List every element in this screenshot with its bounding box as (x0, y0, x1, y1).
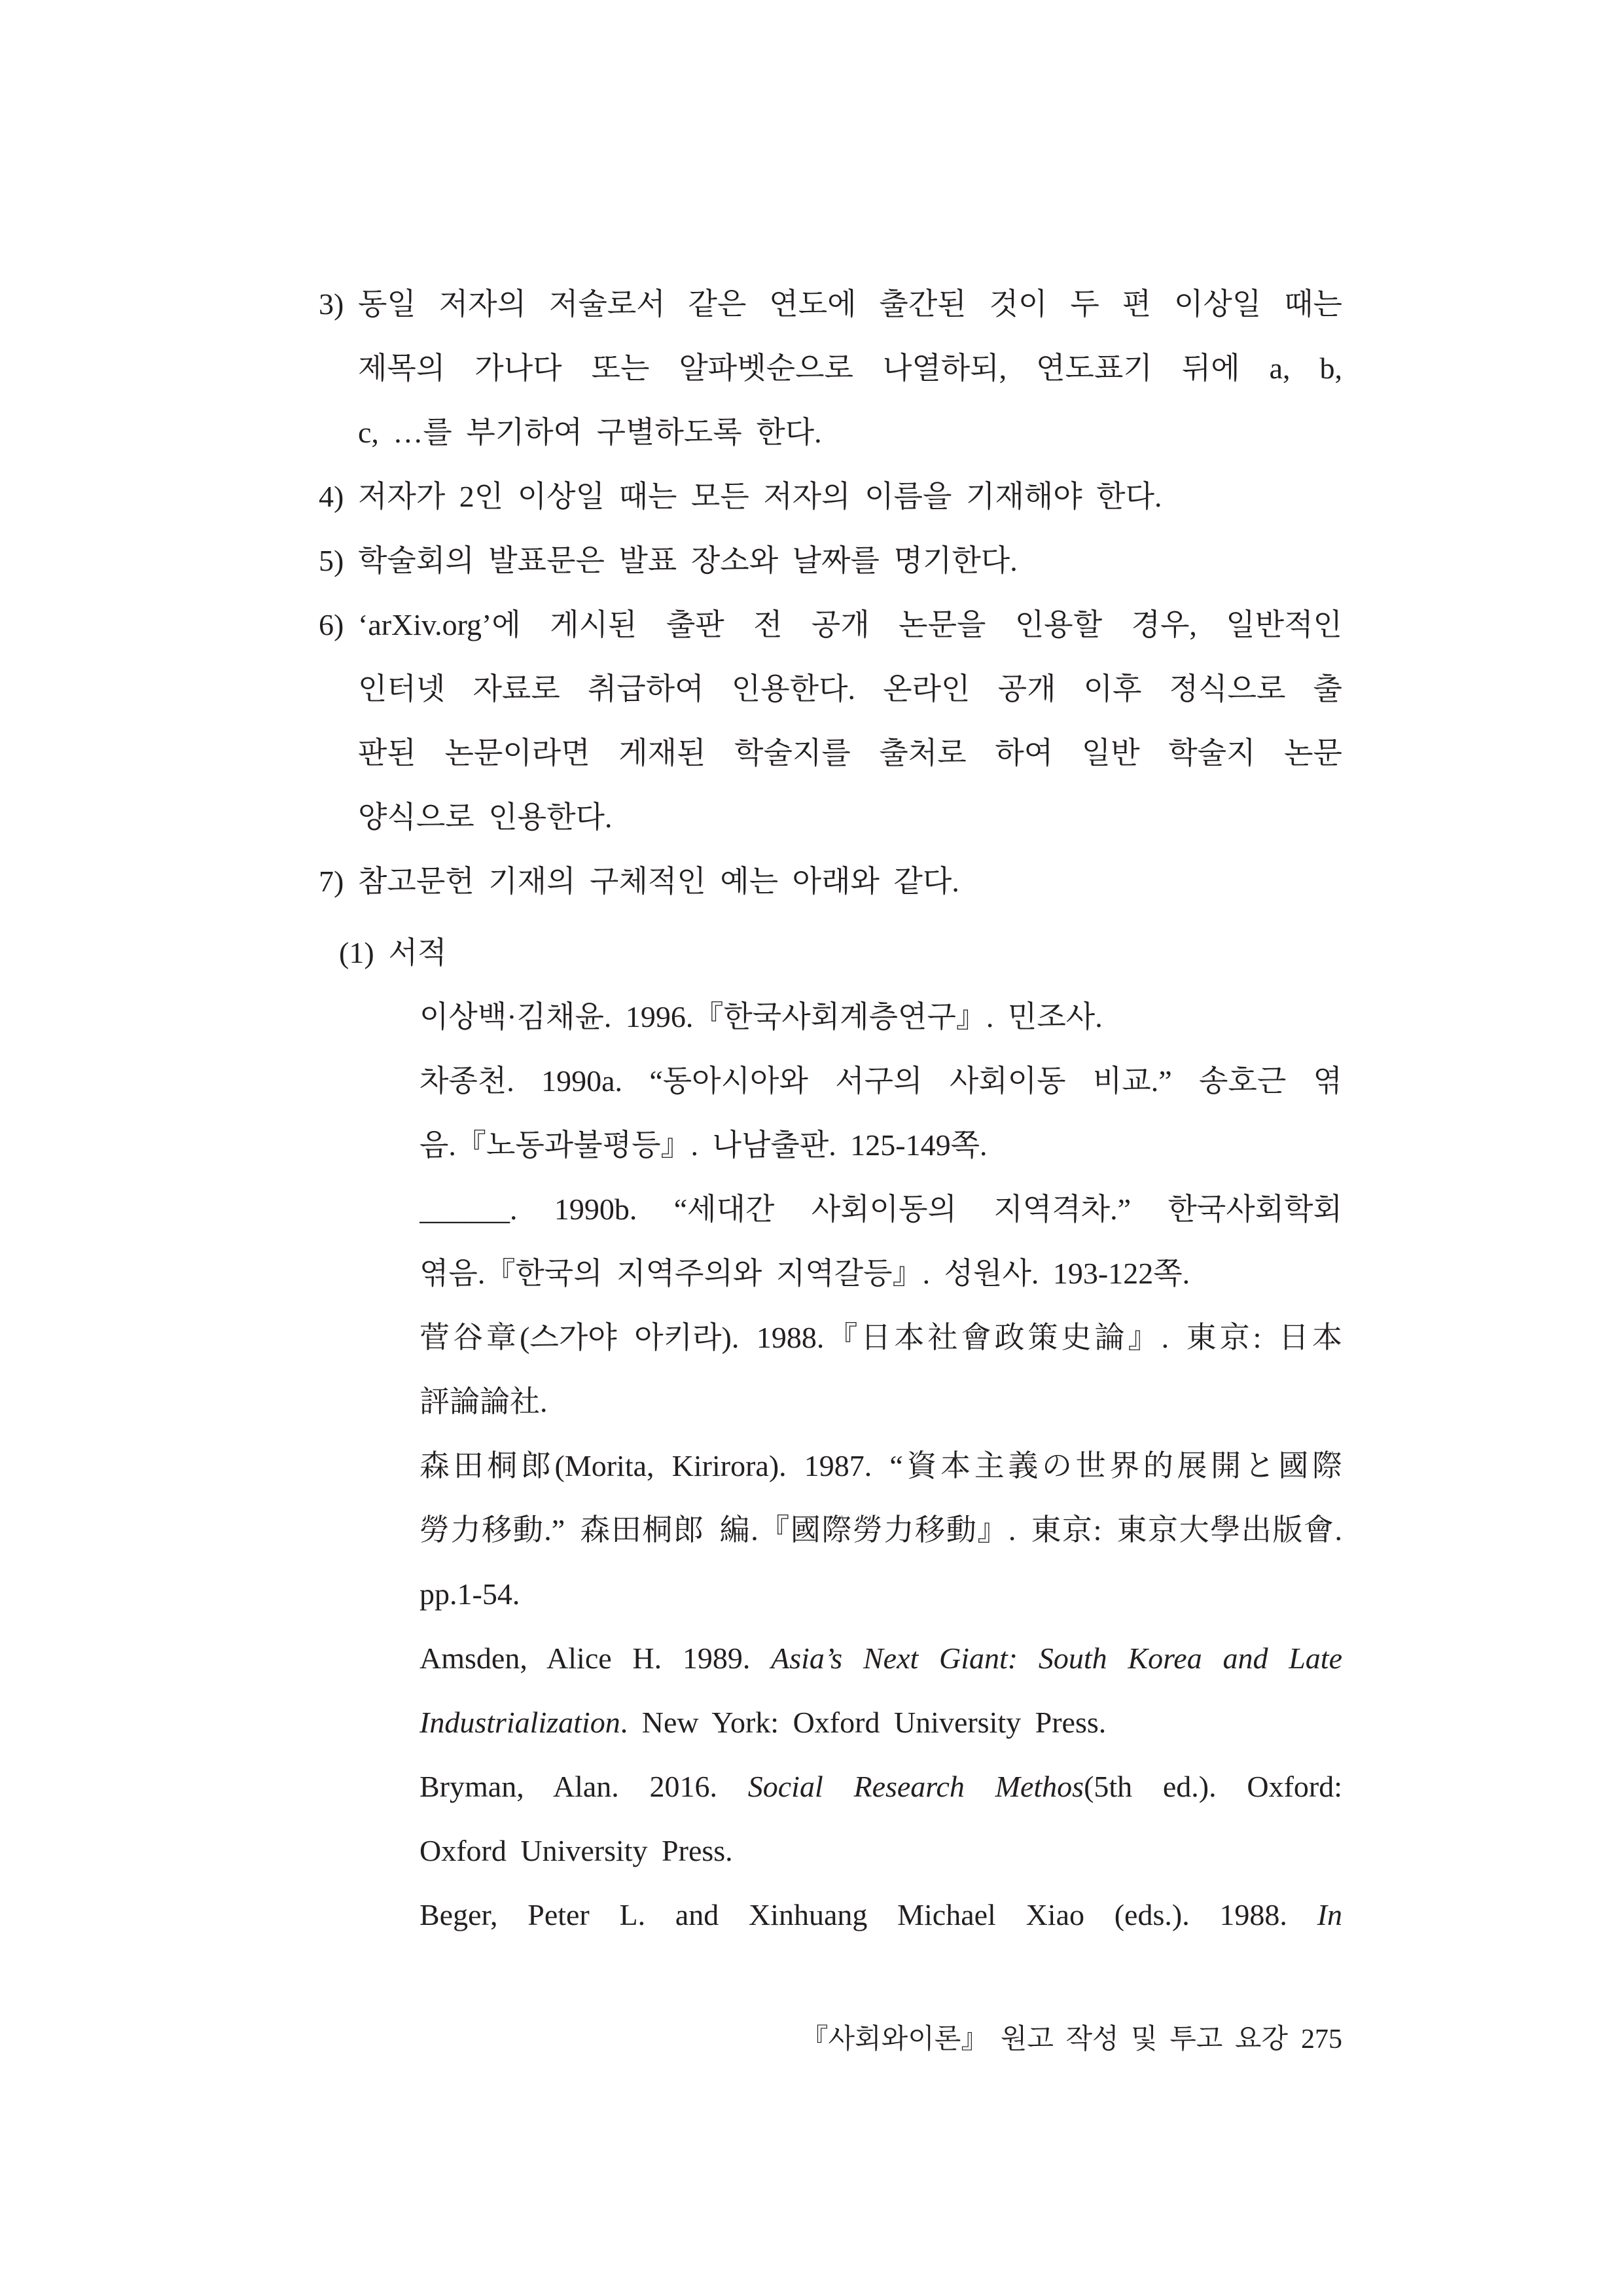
section-number: (1) (339, 936, 374, 969)
reference-title-italic: Asia’s Next Giant: South Korea and Late (771, 1641, 1342, 1675)
reference-text: 이상백·김채윤. 1996.『한국사회계층연구』. 민조사. (419, 1000, 1103, 1033)
reference-text: 勞力移動.” 森田桐郎 編.『國際勞力移動』. 東京: 東京大學出版會. (419, 1513, 1342, 1547)
reference-text: 菅谷章(스가야 아키라). 1988.『日本社會政策史論』. 東京: 日本 (419, 1321, 1342, 1354)
rule-text: 학술회의 발표문은 발표 장소와 날짜를 명기한다. (358, 544, 1018, 577)
reference-text: 評論論社. (419, 1385, 548, 1418)
rule-text: 저자가 2인 이상일 때는 모든 저자의 이름을 기재해야 한다. (358, 480, 1162, 513)
rule-text: ‘arXiv.org’에 게시된 출판 전 공개 논문을 인용할 경우, 일반적인 (358, 608, 1342, 641)
section-heading (339, 921, 1342, 985)
rule-item-5 (319, 529, 1342, 593)
rule-number: 5) (319, 544, 344, 577)
rule-text: 제목의 가나다 또는 알파벳순으로 나열하되, 연도표기 뒤에 a, b, (358, 351, 1342, 385)
reference-text: 음.『노동과불평등』. 나남출판. 125-149쪽. (419, 1128, 988, 1162)
rule-text: 참고문헌 기재의 구체적인 예는 아래와 같다. (358, 865, 959, 898)
reference-line (419, 1370, 1342, 1434)
reference-text: (5th ed.). Oxford: (1084, 1770, 1342, 1803)
reference-line (419, 1113, 1342, 1177)
reference-title-italic: Industrialization (419, 1706, 620, 1739)
running-title: 『사회와이론』 원고 작성 및 투고 요강 (800, 2024, 1288, 2054)
reference-entry (319, 1177, 1342, 1306)
page-number: 275 (1301, 2024, 1342, 2054)
reference-entry (319, 1434, 1342, 1626)
reference-line (419, 1049, 1342, 1113)
rule-number: 7) (319, 865, 344, 898)
reference-text: 엮음.『한국의 지역주의와 지역갈등』. 성원사. 193-122쪽. (419, 1257, 1190, 1290)
rule-item-7 (319, 850, 1342, 914)
rule-number: 4) (319, 480, 344, 513)
rule-line (319, 850, 1342, 914)
rule-line (319, 272, 1342, 336)
reference-text: Amsden, Alice H. 1989. (419, 1641, 772, 1675)
reference-entry (319, 1883, 1342, 1947)
rule-item-3 (319, 272, 1342, 465)
rule-number: 3) (319, 287, 344, 321)
running-footer (800, 2007, 1342, 2072)
reference-text: Beger, Peter L. and Xinhuang Michael Xiao (eds.). 1988. (419, 1898, 1317, 1931)
rule-text: 판된 논문이라면 게재된 학술지를 출처로 하여 일반 학술지 논문 (358, 736, 1342, 770)
rule-text: 동일 저자의 저술로서 같은 연도에 출간된 것이 두 편 이상일 때는 (358, 287, 1342, 321)
rule-line (358, 657, 1342, 721)
reference-line (419, 1819, 1342, 1883)
reference-text: pp.1-54. (419, 1577, 520, 1611)
rule-number: 6) (319, 608, 344, 641)
reference-line (419, 1177, 1342, 1242)
rule-line (358, 721, 1342, 785)
rule-line (319, 465, 1342, 529)
reference-text: Oxford University Press. (419, 1834, 733, 1867)
reference-text: 森田桐郎(Morita, Kirirora). 1987. “資本主義の世界的展開と國際 (419, 1449, 1342, 1482)
rule-text: 양식으로 인용한다. (358, 800, 613, 834)
rule-item-6 (319, 593, 1342, 850)
reference-line (419, 1883, 1342, 1947)
reference-line (419, 1434, 1342, 1498)
reference-line (419, 1306, 1342, 1370)
guidelines-body (319, 272, 1342, 1947)
reference-entry (319, 1306, 1342, 1434)
rule-text: 인터넷 자료로 취급하여 인용한다. 온라인 공개 이후 정식으로 출 (358, 672, 1342, 706)
reference-line (419, 1498, 1342, 1562)
rule-line (358, 401, 1342, 465)
rule-text: c, …를 부기하여 구별하도록 한다. (358, 416, 822, 449)
reference-line (419, 1242, 1342, 1306)
reference-text: ______. 1990b. “세대간 사회이동의 지역격차.” 한국사회학회 (419, 1193, 1342, 1226)
reference-list (319, 985, 1342, 1947)
reference-text: . New York: Oxford University Press. (620, 1706, 1107, 1739)
rule-line (319, 593, 1342, 657)
reference-line (419, 1626, 1342, 1691)
reference-line (419, 1691, 1342, 1755)
reference-text: 차종천. 1990a. “동아시아와 서구의 사회이동 비교.” 송호근 엮 (419, 1064, 1342, 1098)
rule-line (358, 336, 1342, 401)
reference-text: Bryman, Alan. 2016. (419, 1770, 748, 1803)
reference-line (419, 985, 1342, 1049)
rule-line (319, 529, 1342, 593)
reference-title-italic: In (1317, 1898, 1342, 1931)
reference-line (419, 1562, 1342, 1626)
rule-line (358, 785, 1342, 850)
section-title: 서적 (388, 936, 447, 969)
rule-item-4 (319, 465, 1342, 529)
reference-title-italic: Social Research Methos (747, 1770, 1084, 1803)
reference-entry (319, 985, 1342, 1049)
reference-line (419, 1755, 1342, 1819)
reference-entry (319, 1755, 1342, 1883)
reference-entry (319, 1049, 1342, 1177)
reference-entry (319, 1626, 1342, 1755)
